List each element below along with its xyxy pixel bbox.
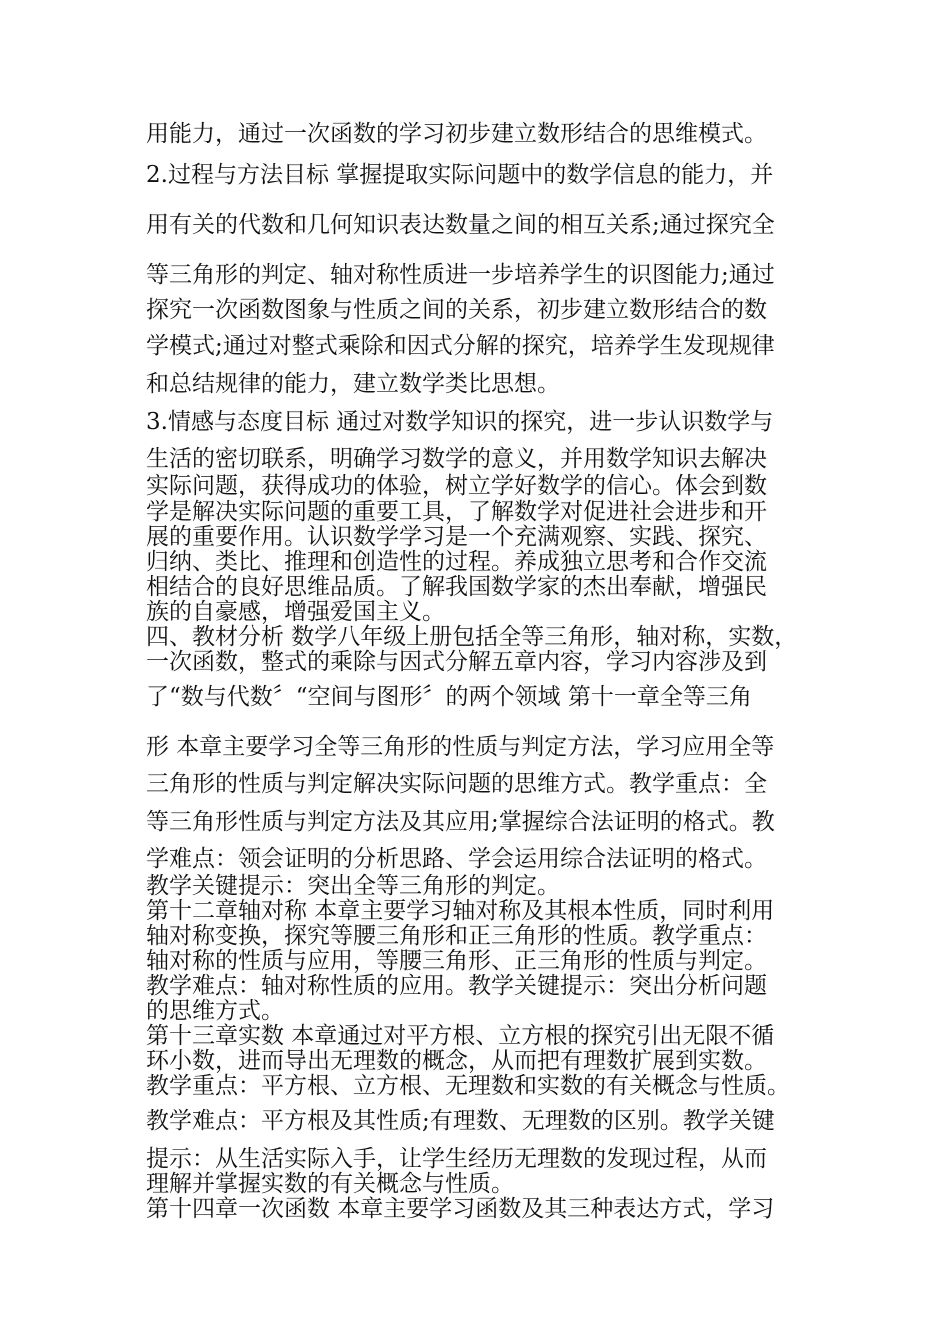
text-line: 实际问题，获得成功的体验，树立学好数学的信心。体会到数 xyxy=(146,473,767,499)
text-line: 生活的密切联系，明确学习数学的意义，并用数学知识去解决 xyxy=(146,446,767,472)
text-line: 相结合的良好思维品质。了解我国数学家的杰出奉献，增强民 xyxy=(146,574,767,600)
text-line: 教学难点：轴对称性质的应用。教学关键提示：突出分析问题 xyxy=(146,973,767,999)
text-line: 环小数，进而导出无理数的概念，从而把有理数扩展到实数。 xyxy=(146,1048,767,1074)
text-line: 2.过程与方法目标 掌握提取实际问题中的数学信息的能力，并 xyxy=(146,162,774,188)
text-line: 教学重点：平方根、立方根、无理数和实数的有关概念与性质。 xyxy=(146,1073,790,1099)
text-line: 学是解决实际问题的重要工具，了解数学对促进社会进步和开 xyxy=(146,499,767,525)
text-line: 用能力，通过一次函数的学习初步建立数形结合的思维模式。 xyxy=(146,121,767,147)
text-line: 一次函数，整式的乘除与因式分解五章内容，学习内容涉及到 xyxy=(146,649,767,675)
text-line: 提示：从生活实际入手，让学生经历无理数的发现过程，从而 xyxy=(146,1146,767,1172)
text-line: 教学难点：平方根及其性质;有理数、无理数的区别。教学关键 xyxy=(146,1108,775,1134)
text-line: 第十三章实数 本章通过对平方根、立方根的探究引出无限不循 xyxy=(146,1023,775,1049)
text-line: 第十二章轴对称 本章主要学习轴对称及其根本性质，同时利用 xyxy=(146,898,775,924)
text-line: 学模式;通过对整式乘除和因式分解的探究，培养学生发现规律 xyxy=(146,333,775,359)
text-line: 学难点：领会证明的分析思路、学会运用综合法证明的格式。 xyxy=(146,846,767,872)
text-line: 归纳、类比、推理和创造性的过程。养成独立思考和合作交流 xyxy=(146,549,767,575)
text-line: 了“数与代数〞“空间与图形〞的两个领域 第十一章全等三角 xyxy=(146,684,752,710)
text-line: 等三角形的判定、轴对称性质进一步培养学生的识图能力;通过 xyxy=(146,262,775,288)
text-line: 教学关键提示：突出全等三角形的判定。 xyxy=(146,873,560,899)
text-line: 等三角形性质与判定方法及其应用;掌握综合法证明的格式。教 xyxy=(146,809,775,835)
text-line: 用有关的代数和几何知识表达数量之间的相互关系;通过探究全 xyxy=(146,212,775,238)
text-line: 轴对称的性质与应用，等腰三角形、正三角形的性质与判定。 xyxy=(146,948,767,974)
text-line: 理解并掌握实数的有关概念与性质。 xyxy=(146,1171,514,1197)
text-line: 三角形的性质与判定解决实际问题的思维方式。教学重点：全 xyxy=(146,771,767,797)
text-line: 第十四章一次函数 本章主要学习函数及其三种表达方式，学习 xyxy=(146,1196,775,1222)
text-line: 探究一次函数图象与性质之间的关系，初步建立数形结合的数 xyxy=(146,297,767,323)
text-line: 形 本章主要学习全等三角形的性质与判定方法，学习应用全等 xyxy=(146,734,775,760)
text-line: 的思维方式。 xyxy=(146,998,284,1024)
text-line: 四、教材分析 数学八年级上册包括全等三角形，轴对称，实数， xyxy=(146,624,798,650)
text-line: 和总结规律的能力，建立数学类比思想。 xyxy=(146,371,560,397)
text-line: 展的重要作用。认识数学学习是一个充满观察、实践、探究、 xyxy=(146,524,767,550)
text-line: 3.情感与态度目标 通过对数学知识的探究，进一步认识数学与 xyxy=(146,409,774,435)
text-line: 族的自豪感，增强爱国主义。 xyxy=(146,599,445,625)
text-line: 轴对称变换，探究等腰三角形和正三角形的性质。教学重点： xyxy=(146,923,767,949)
